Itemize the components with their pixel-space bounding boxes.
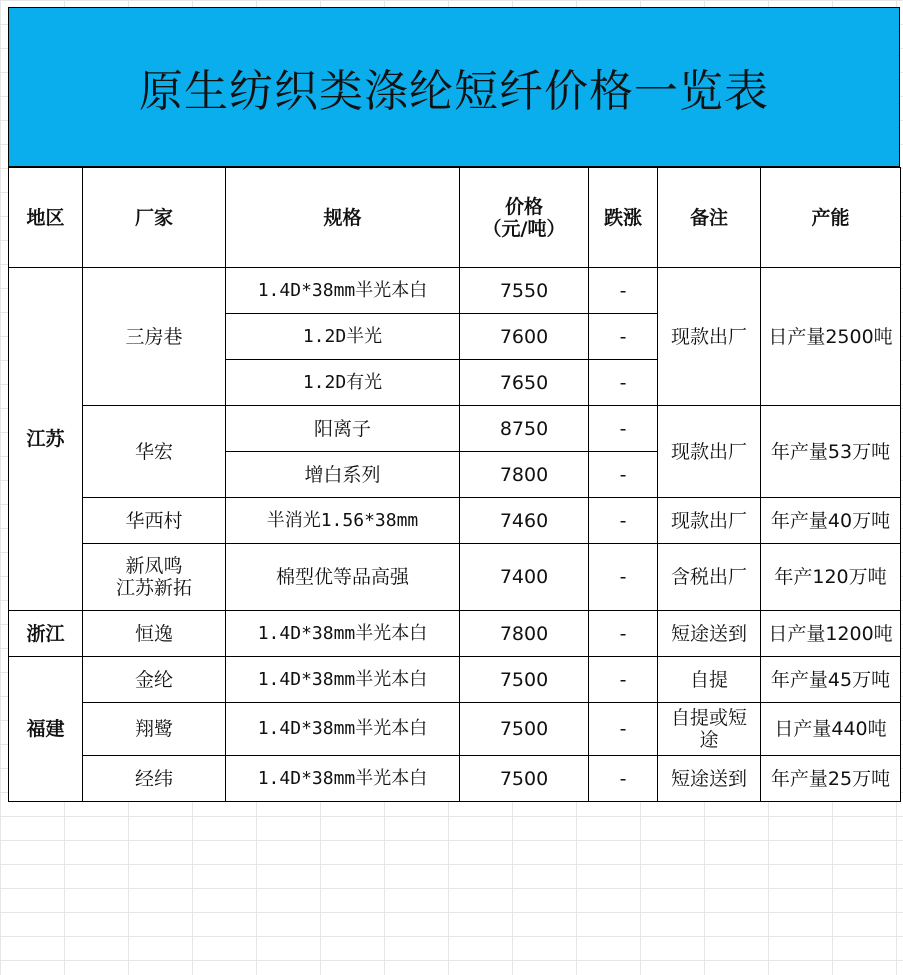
table-row [9, 703, 901, 756]
change-cell: - [589, 703, 658, 756]
table-row [9, 544, 901, 611]
spec-cell: 1.4D*38mm半光本白 [226, 268, 460, 314]
price-cell: 7650 [460, 360, 589, 406]
table-row [9, 268, 901, 314]
header-spec: 规格 [226, 168, 460, 268]
change-cell: - [589, 544, 658, 611]
sheet-title: 原生纺织类涤纶短纤价格一览表 [8, 7, 900, 167]
maker-cell: 金纶 [83, 657, 226, 703]
maker-cell [83, 544, 226, 611]
region-cell: 浙江 [9, 611, 83, 657]
note-cell: 现款出厂 [658, 498, 761, 544]
change-cell: - [589, 611, 658, 657]
price-cell: 7460 [460, 498, 589, 544]
change-cell: - [589, 268, 658, 314]
maker-cell: 经纬 [83, 756, 226, 802]
table-row [9, 406, 901, 452]
maker-cell: 华西村 [83, 498, 226, 544]
table-row [9, 498, 901, 544]
note-cell: 现款出厂 [658, 406, 761, 498]
header-note: 备注 [658, 168, 761, 268]
price-sheet [8, 7, 900, 802]
note-cell: 自提 [658, 657, 761, 703]
region-cell: 江苏 [9, 268, 83, 611]
spec-cell: 1.2D半光 [226, 314, 460, 360]
spec-cell: 1.4D*38mm半光本白 [226, 611, 460, 657]
price-table [8, 167, 901, 802]
price-cell: 7500 [460, 756, 589, 802]
header-price-line2: （元/吨） [482, 217, 566, 240]
spec-cell: 1.4D*38mm半光本白 [226, 756, 460, 802]
price-cell: 7800 [460, 611, 589, 657]
note-cell [658, 703, 761, 756]
maker-cell: 三房巷 [83, 268, 226, 406]
change-cell: - [589, 498, 658, 544]
header-price-line1: 价格 [504, 195, 543, 218]
spec-cell: 棉型优等品高强 [226, 544, 460, 611]
change-cell: - [589, 360, 658, 406]
capacity-cell: 年产量25万吨 [761, 756, 901, 802]
change-cell: - [589, 657, 658, 703]
price-cell: 8750 [460, 406, 589, 452]
change-cell: - [589, 756, 658, 802]
spec-cell: 1.2D有光 [226, 360, 460, 406]
table-row [9, 657, 901, 703]
maker-cell: 翔鹭 [83, 703, 226, 756]
capacity-cell: 日产量2500吨 [761, 268, 901, 406]
header-price [460, 168, 589, 268]
change-cell: - [589, 406, 658, 452]
price-cell: 7600 [460, 314, 589, 360]
spec-cell: 1.4D*38mm半光本白 [226, 703, 460, 756]
spec-cell: 阳离子 [226, 406, 460, 452]
header-region: 地区 [9, 168, 83, 268]
header-row [9, 168, 901, 268]
capacity-cell: 日产量440吨 [761, 703, 901, 756]
price-cell: 7500 [460, 657, 589, 703]
price-cell: 7500 [460, 703, 589, 756]
spec-cell: 半消光1.56*38mm [226, 498, 460, 544]
table-row [9, 756, 901, 802]
note-cell: 含税出厂 [658, 544, 761, 611]
capacity-cell: 年产量53万吨 [761, 406, 901, 498]
price-cell: 7800 [460, 452, 589, 498]
header-maker: 厂家 [83, 168, 226, 268]
note-line2: 途 [699, 729, 719, 751]
capacity-cell: 年产120万吨 [761, 544, 901, 611]
maker-cell: 恒逸 [83, 611, 226, 657]
change-cell: - [589, 314, 658, 360]
note-cell: 现款出厂 [658, 268, 761, 406]
change-cell: - [589, 452, 658, 498]
spec-cell: 1.4D*38mm半光本白 [226, 657, 460, 703]
note-line1: 自提或短 [670, 707, 747, 729]
maker-line2: 江苏新拓 [115, 577, 192, 599]
price-cell: 7550 [460, 268, 589, 314]
capacity-cell: 年产量45万吨 [761, 657, 901, 703]
note-cell: 短途送到 [658, 756, 761, 802]
price-cell: 7400 [460, 544, 589, 611]
capacity-cell: 日产量1200吨 [761, 611, 901, 657]
spec-cell: 增白系列 [226, 452, 460, 498]
header-change: 跌涨 [589, 168, 658, 268]
table-row [9, 611, 901, 657]
capacity-cell: 年产量40万吨 [761, 498, 901, 544]
maker-line1: 新凤鸣 [125, 555, 183, 577]
header-capacity: 产能 [761, 168, 901, 268]
region-cell: 福建 [9, 657, 83, 802]
note-cell: 短途送到 [658, 611, 761, 657]
maker-cell: 华宏 [83, 406, 226, 498]
